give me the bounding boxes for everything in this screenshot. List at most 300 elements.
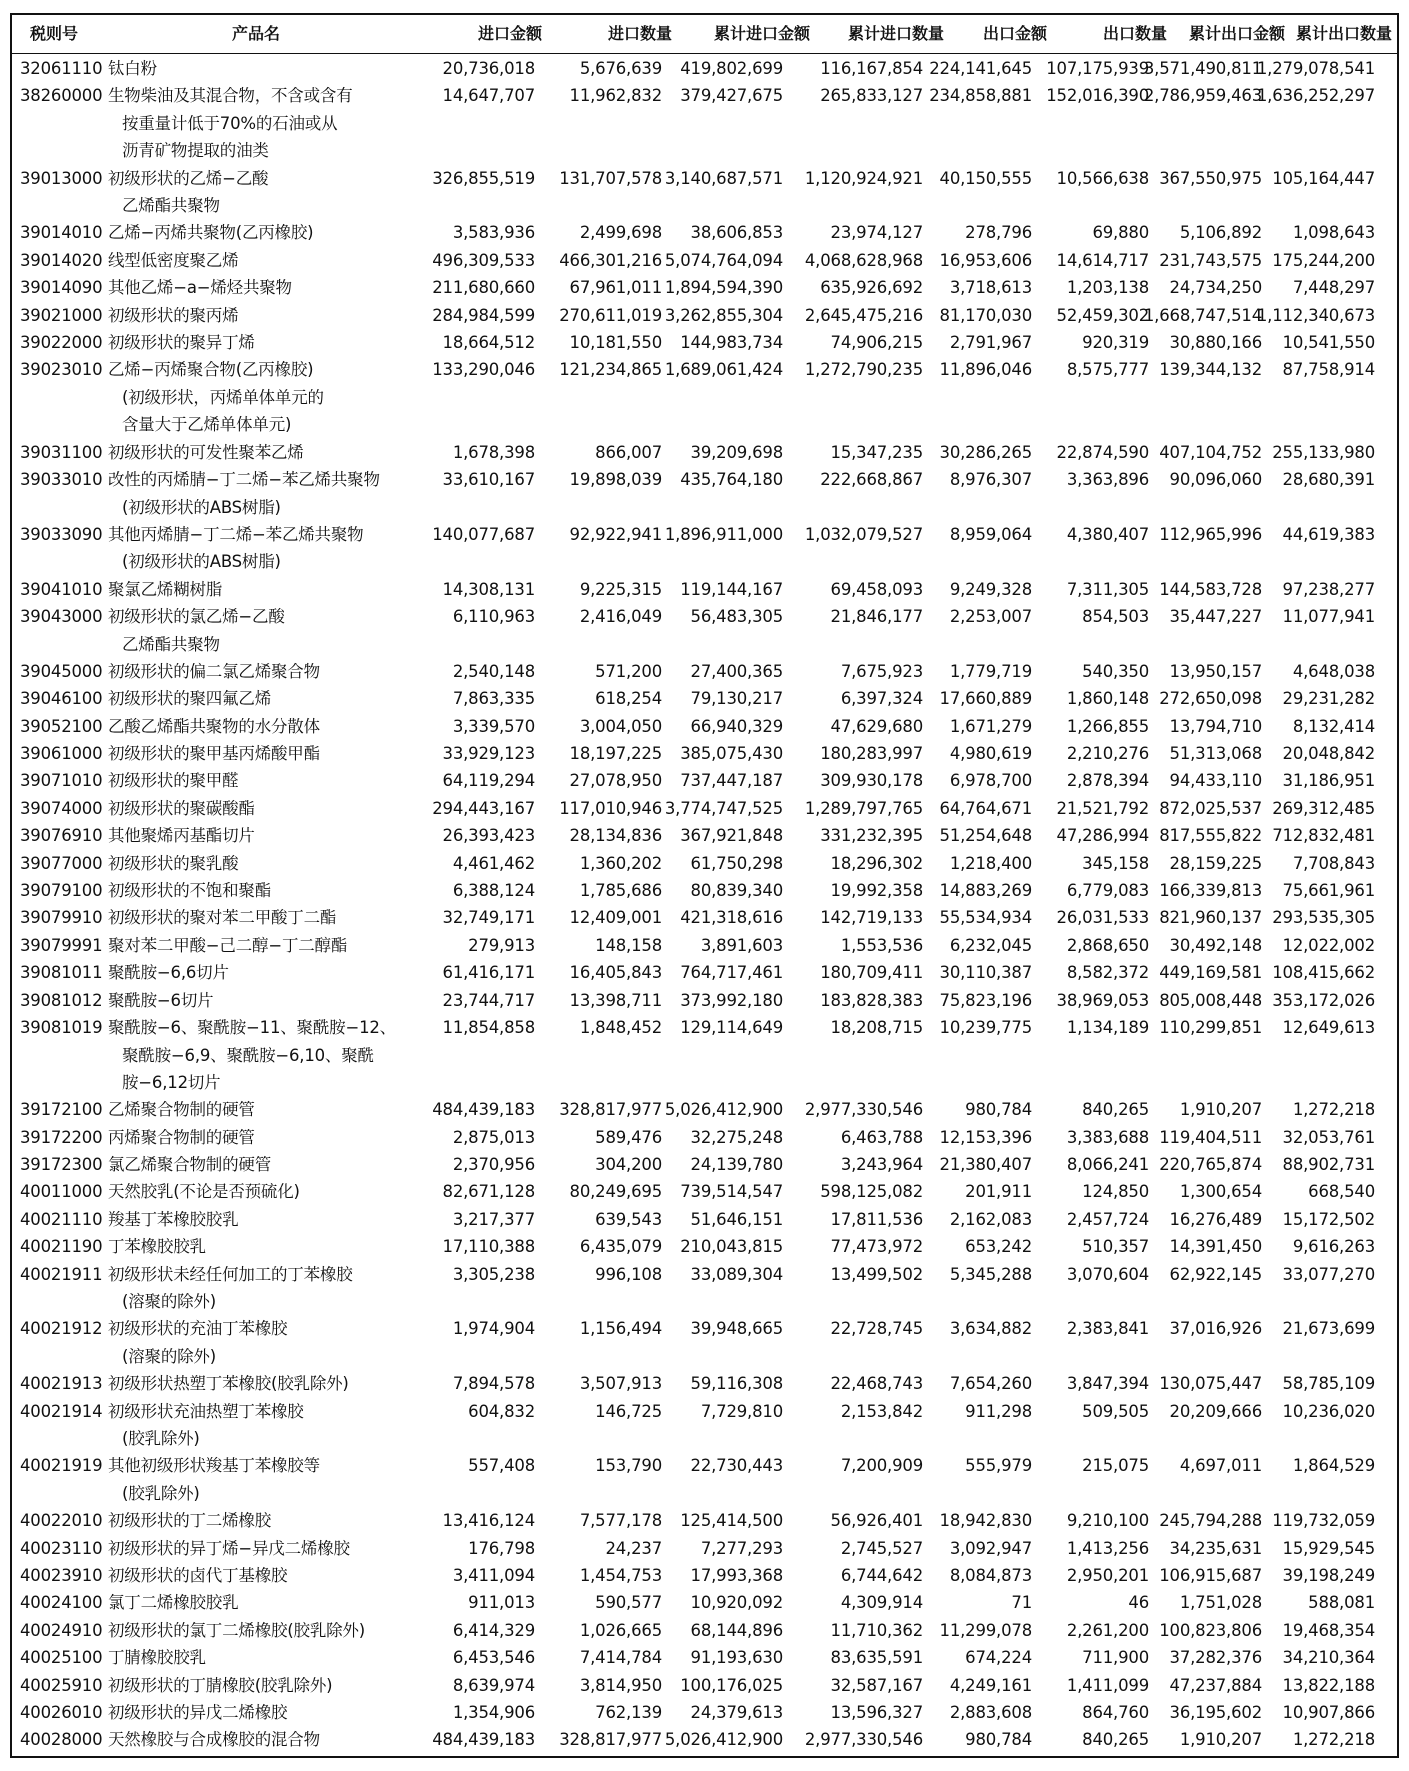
product-name-line: 丁腈橡胶胶乳 xyxy=(108,1648,206,1668)
tariff-code: 39079910 xyxy=(20,908,103,928)
product-name xyxy=(108,767,238,795)
value-cell: 8,639,974 xyxy=(452,1675,535,1695)
value-cell: 1,300,654 xyxy=(1179,1182,1262,1202)
value-cell: 466,301,216 xyxy=(559,250,662,270)
value-cell: 3,507,913 xyxy=(579,1374,662,1394)
value-cell: 980,784 xyxy=(965,1100,1032,1120)
value-cell: 37,016,926 xyxy=(1169,1319,1262,1339)
value-cell: 1,354,906 xyxy=(452,1703,535,1722)
product-name-line: 其他丙烯腈−丁二烯−苯乙烯共聚物 xyxy=(108,524,364,544)
value-cell: 87,758,914 xyxy=(1282,360,1375,380)
column-header: 进口金额 xyxy=(477,24,542,43)
value-cell: 309,930,178 xyxy=(820,771,923,791)
product-name xyxy=(108,932,347,960)
value-cell: 140,077,687 xyxy=(432,524,535,544)
value-cell: 1,785,686 xyxy=(579,881,662,900)
value-cell: 5,345,288 xyxy=(949,1264,1032,1284)
value-cell: 3,774,747,525 xyxy=(664,798,783,818)
table-row xyxy=(12,329,1397,356)
table-row xyxy=(12,439,1397,466)
product-name-line: 钛白粉 xyxy=(108,59,157,78)
value-cell: 373,992,180 xyxy=(680,990,783,1010)
table-row xyxy=(12,576,1397,603)
value-cell: 97,238,277 xyxy=(1282,579,1375,599)
value-cell: 15,347,235 xyxy=(830,442,923,462)
tariff-code: 39077000 xyxy=(20,853,103,873)
value-cell: 1,134,189 xyxy=(1066,1018,1149,1037)
product-name xyxy=(108,877,271,905)
value-cell: 142,719,133 xyxy=(820,908,923,928)
value-cell: 269,312,485 xyxy=(1272,798,1375,818)
tariff-code: 40021190 xyxy=(20,1237,103,1257)
value-cell: 817,555,822 xyxy=(1159,826,1262,846)
tariff-code: 40011000 xyxy=(20,1182,103,1202)
value-cell: 4,380,407 xyxy=(1066,524,1149,544)
value-cell: 74,906,215 xyxy=(830,333,923,352)
value-cell: 38,606,853 xyxy=(690,223,783,243)
value-cell: 12,022,002 xyxy=(1282,935,1375,955)
value-cell: 6,232,045 xyxy=(949,935,1032,955)
value-cell: 326,855,519 xyxy=(432,168,535,188)
product-name-line: 初级形状的聚甲醛 xyxy=(108,771,239,791)
table-row xyxy=(12,521,1397,576)
value-cell: 22,468,743 xyxy=(830,1374,923,1394)
value-cell: 2,162,083 xyxy=(949,1209,1032,1229)
table-row xyxy=(12,904,1397,931)
value-cell: 712,832,481 xyxy=(1272,826,1375,846)
value-cell: 2,153,842 xyxy=(840,1401,923,1421)
value-cell: 255,133,980 xyxy=(1272,442,1375,462)
tariff-code: 40024100 xyxy=(20,1593,103,1613)
value-cell: 2,977,330,546 xyxy=(804,1730,923,1750)
value-cell: 32,275,248 xyxy=(690,1127,783,1147)
product-name-line: (溶聚的除外) xyxy=(122,1292,216,1312)
value-cell: 2,261,200 xyxy=(1066,1620,1149,1640)
table-row xyxy=(12,1124,1397,1151)
value-cell: 3,718,613 xyxy=(949,278,1032,298)
value-cell: 66,940,329 xyxy=(690,716,783,736)
value-cell: 8,575,777 xyxy=(1066,360,1149,380)
value-cell: 12,409,001 xyxy=(569,908,662,928)
value-cell: 139,344,132 xyxy=(1159,360,1262,380)
tariff-code: 40028000 xyxy=(20,1730,103,1750)
product-name-line: 初级形状热塑丁苯橡胶(胶乳除外) xyxy=(108,1374,349,1394)
tariff-code: 39013000 xyxy=(20,168,103,188)
tariff-code: 39043000 xyxy=(20,607,103,626)
product-name xyxy=(108,740,320,768)
product-name-line: 生物柴油及其混合物，不含或含有 xyxy=(108,86,353,106)
value-cell: 18,208,715 xyxy=(830,1018,923,1037)
value-cell: 35,447,227 xyxy=(1169,607,1262,626)
table-row xyxy=(12,1206,1397,1233)
product-name-line: 聚氯乙烯糊树脂 xyxy=(108,579,223,599)
table-row xyxy=(12,1261,1397,1316)
value-cell: 1,910,207 xyxy=(1179,1100,1262,1120)
value-cell: 245,794,288 xyxy=(1159,1511,1262,1531)
table-row xyxy=(12,1233,1397,1260)
tariff-code: 39081012 xyxy=(20,990,103,1010)
value-cell: 674,224 xyxy=(965,1648,1032,1668)
value-cell: 31,186,951 xyxy=(1282,771,1375,791)
value-cell: 3,262,855,304 xyxy=(664,305,783,325)
value-cell: 367,921,848 xyxy=(680,826,783,846)
value-cell: 1,894,594,390 xyxy=(664,278,783,298)
value-cell: 116,167,854 xyxy=(820,59,923,78)
value-cell: 2,416,049 xyxy=(579,607,662,626)
value-cell: 20,209,666 xyxy=(1169,1401,1262,1421)
tariff-code: 40023910 xyxy=(20,1566,103,1585)
value-cell: 711,900 xyxy=(1082,1648,1149,1668)
product-name-line: 丙烯聚合物制的硬管 xyxy=(108,1127,255,1147)
product-name-line: 聚酰胺−6、聚酰胺−11、聚酰胺−12、 xyxy=(108,1018,396,1037)
value-cell: 44,619,383 xyxy=(1282,524,1375,544)
value-cell: 2,383,841 xyxy=(1066,1319,1149,1339)
product-name-line: 初级形状的乙烯−乙酸 xyxy=(108,168,269,188)
value-cell: 1,218,400 xyxy=(949,853,1032,873)
tariff-code: 39045000 xyxy=(20,661,103,681)
value-cell: 9,210,100 xyxy=(1066,1511,1149,1531)
value-cell: 17,110,388 xyxy=(442,1237,535,1257)
value-cell: 407,104,752 xyxy=(1159,442,1262,462)
value-cell: 2,645,475,216 xyxy=(804,305,923,325)
table-row xyxy=(12,356,1397,438)
value-cell: 1,864,529 xyxy=(1292,1456,1375,1476)
value-cell: 183,828,383 xyxy=(820,990,923,1010)
product-name-line: 天然橡胶与合成橡胶的混合物 xyxy=(108,1730,320,1750)
value-cell: 1,279,078,541 xyxy=(1256,59,1375,78)
tariff-code: 39074000 xyxy=(20,798,103,818)
value-cell: 36,195,602 xyxy=(1169,1703,1262,1722)
value-cell: 3,305,238 xyxy=(452,1264,535,1284)
table-row xyxy=(12,1535,1397,1562)
product-name xyxy=(108,165,268,220)
value-cell: 6,453,546 xyxy=(452,1648,535,1668)
table-row xyxy=(12,658,1397,685)
value-cell: 23,744,717 xyxy=(442,990,535,1010)
table-row xyxy=(12,1178,1397,1205)
product-name xyxy=(108,603,285,658)
value-cell: 79,130,217 xyxy=(690,689,783,709)
value-cell: 210,043,815 xyxy=(680,1237,783,1257)
product-name-line: 含量大于乙烯单体单元) xyxy=(122,415,292,435)
value-cell: 24,734,250 xyxy=(1169,278,1262,298)
tariff-code: 40021911 xyxy=(20,1264,103,1284)
column-header: 累计进口金额 xyxy=(713,24,810,43)
value-cell: 7,577,178 xyxy=(579,1511,662,1531)
value-cell: 130,075,447 xyxy=(1159,1374,1262,1394)
value-cell: 8,959,064 xyxy=(949,524,1032,544)
value-cell: 618,254 xyxy=(595,689,662,709)
value-cell: 20,736,018 xyxy=(442,59,535,78)
value-cell: 19,992,358 xyxy=(830,881,923,900)
table-row xyxy=(12,82,1397,164)
value-cell: 83,635,591 xyxy=(830,1648,923,1668)
value-cell: 764,717,461 xyxy=(680,963,783,983)
value-cell: 30,286,265 xyxy=(939,442,1032,462)
value-cell: 3,583,936 xyxy=(452,223,535,243)
tariff-code: 39172300 xyxy=(20,1155,103,1174)
value-cell: 1,156,494 xyxy=(579,1319,662,1339)
value-cell: 2,868,650 xyxy=(1066,935,1149,955)
value-cell: 484,439,183 xyxy=(432,1100,535,1120)
value-cell: 13,499,502 xyxy=(830,1264,923,1284)
product-name xyxy=(108,1151,271,1179)
table-row xyxy=(12,219,1397,246)
value-cell: 7,863,335 xyxy=(452,689,535,709)
product-name-line: (初级形状的ABS树脂) xyxy=(122,552,281,572)
value-cell: 92,922,941 xyxy=(569,524,662,544)
product-name-line: 初级形状的偏二氯乙烯聚合物 xyxy=(108,661,320,681)
value-cell: 866,007 xyxy=(595,442,662,462)
value-cell: 3,217,377 xyxy=(452,1209,535,1229)
table-row xyxy=(12,1096,1397,1123)
value-cell: 10,566,638 xyxy=(1056,168,1149,188)
value-cell: 10,239,775 xyxy=(939,1018,1032,1037)
value-cell: 14,391,450 xyxy=(1169,1237,1262,1257)
value-cell: 1,413,256 xyxy=(1066,1538,1149,1558)
product-name-line: 初级形状的氯乙烯−乙酸 xyxy=(108,607,285,626)
value-cell: 590,577 xyxy=(595,1593,662,1613)
value-cell: 3,140,687,571 xyxy=(664,168,783,188)
tariff-code: 39081011 xyxy=(20,963,103,983)
table-row xyxy=(12,466,1397,521)
value-cell: 419,802,699 xyxy=(680,59,783,78)
tariff-code: 39014020 xyxy=(20,250,103,270)
value-cell: 5,106,892 xyxy=(1179,223,1262,243)
value-cell: 69,458,093 xyxy=(830,579,923,599)
product-name-line: 沥青矿物提取的油类 xyxy=(122,141,269,161)
product-name xyxy=(108,439,304,467)
column-header: 进口数量 xyxy=(607,24,672,43)
value-cell: 1,026,665 xyxy=(579,1620,662,1640)
value-cell: 7,414,784 xyxy=(579,1648,662,1668)
product-name xyxy=(108,795,255,823)
product-name xyxy=(108,219,313,247)
tariff-code: 40021912 xyxy=(20,1319,103,1339)
value-cell: 854,503 xyxy=(1082,607,1149,626)
product-name xyxy=(108,521,363,576)
product-name-line: 天然胶乳(不论是否预硫化) xyxy=(108,1182,300,1202)
column-header: 累计进口数量 xyxy=(847,24,944,43)
product-name xyxy=(108,1370,349,1398)
value-cell: 8,132,414 xyxy=(1292,716,1375,736)
product-name-line: 初级形状的丁二烯橡胶 xyxy=(108,1511,272,1531)
value-cell: 17,660,889 xyxy=(939,689,1032,709)
value-cell: 1,636,252,297 xyxy=(1256,86,1375,106)
value-cell: 557,408 xyxy=(468,1456,535,1476)
product-name-line: 初级形状的聚异丁烯 xyxy=(108,333,255,352)
value-cell: 26,031,533 xyxy=(1056,908,1149,928)
product-name xyxy=(108,1261,353,1316)
value-cell: 265,833,127 xyxy=(820,86,923,106)
value-cell: 604,832 xyxy=(468,1401,535,1421)
value-cell: 152,016,390 xyxy=(1046,86,1149,106)
value-cell: 10,181,550 xyxy=(569,333,662,352)
value-cell: 571,200 xyxy=(595,661,662,681)
value-cell: 5,074,764,094 xyxy=(664,250,783,270)
product-name xyxy=(108,1206,238,1234)
product-name xyxy=(108,713,320,741)
product-name-line: 初级形状的可发性聚苯乙烯 xyxy=(108,442,304,462)
value-cell: 211,680,660 xyxy=(432,278,535,298)
value-cell: 64,119,294 xyxy=(442,771,535,791)
value-cell: 353,172,026 xyxy=(1272,990,1375,1010)
value-cell: 668,540 xyxy=(1308,1182,1375,1202)
value-cell: 64,764,671 xyxy=(939,798,1032,818)
table-row xyxy=(12,713,1397,740)
product-name-line: (胶乳除外) xyxy=(122,1483,200,1503)
value-cell: 77,473,972 xyxy=(830,1237,923,1257)
value-cell: 555,979 xyxy=(965,1456,1032,1476)
table-row xyxy=(12,1589,1397,1616)
value-cell: 24,237 xyxy=(605,1538,662,1558)
product-name-line: 改性的丙烯腈−丁二烯−苯乙烯共聚物 xyxy=(108,470,380,489)
table-row xyxy=(12,1151,1397,1178)
value-cell: 5,676,639 xyxy=(579,59,662,78)
value-cell: 18,942,830 xyxy=(939,1511,1032,1531)
value-cell: 32,053,761 xyxy=(1282,1127,1375,1147)
value-cell: 22,874,590 xyxy=(1056,442,1149,462)
value-cell: 840,265 xyxy=(1082,1100,1149,1120)
value-cell: 100,823,806 xyxy=(1159,1620,1262,1640)
value-cell: 28,159,225 xyxy=(1169,853,1262,873)
value-cell: 509,505 xyxy=(1082,1401,1149,1421)
product-name xyxy=(108,1096,255,1124)
value-cell: 38,969,053 xyxy=(1056,990,1149,1010)
product-name xyxy=(108,904,336,932)
value-cell: 14,308,131 xyxy=(442,579,535,599)
product-name-line: 乙烯−丙烯聚合物(乙丙橡胶) xyxy=(108,360,314,380)
value-cell: 39,209,698 xyxy=(690,442,783,462)
table-row xyxy=(12,1507,1397,1534)
tariff-code: 39172100 xyxy=(20,1100,103,1120)
tariff-code: 39041010 xyxy=(20,579,103,599)
value-cell: 1,266,855 xyxy=(1066,716,1149,736)
column-header: 出口金额 xyxy=(982,24,1047,43)
value-cell: 510,357 xyxy=(1082,1237,1149,1257)
value-cell: 1,112,340,673 xyxy=(1256,305,1375,325)
value-cell: 653,242 xyxy=(965,1237,1032,1257)
product-name-line: 初级形状的聚对苯二甲酸丁二酯 xyxy=(108,908,337,928)
product-name-line: 乙烯酯共聚物 xyxy=(122,634,220,654)
value-cell: 231,743,575 xyxy=(1159,250,1262,270)
value-cell: 124,850 xyxy=(1082,1182,1149,1202)
value-cell: 55,534,934 xyxy=(939,908,1032,928)
value-cell: 28,134,836 xyxy=(569,826,662,846)
value-cell: 272,650,098 xyxy=(1159,689,1262,709)
value-cell: 1,411,099 xyxy=(1066,1675,1149,1695)
product-name-line: 聚酰胺−6切片 xyxy=(108,990,214,1010)
value-cell: 3,847,394 xyxy=(1066,1374,1149,1394)
value-cell: 1,860,148 xyxy=(1066,689,1149,709)
value-cell: 148,158 xyxy=(595,935,662,955)
value-cell: 46 xyxy=(1128,1593,1149,1613)
table-row xyxy=(12,1370,1397,1397)
value-cell: 27,078,950 xyxy=(569,771,662,791)
value-cell: 61,750,298 xyxy=(690,853,783,873)
product-name-line: 初级形状的异丁烯−异戊二烯橡胶 xyxy=(108,1538,350,1558)
value-cell: 112,965,996 xyxy=(1159,524,1262,544)
value-cell: 14,647,707 xyxy=(442,86,535,106)
product-name-line: 乙酸乙烯酯共聚物的水分散体 xyxy=(108,716,320,736)
value-cell: 1,671,279 xyxy=(949,716,1032,736)
value-cell: 119,404,511 xyxy=(1159,1127,1262,1147)
value-cell: 331,232,395 xyxy=(820,826,923,846)
value-cell: 1,272,218 xyxy=(1292,1100,1375,1120)
value-cell: 6,110,963 xyxy=(452,607,535,626)
value-cell: 13,416,124 xyxy=(442,1511,535,1531)
value-cell: 8,084,873 xyxy=(949,1566,1032,1585)
tariff-code: 40026010 xyxy=(20,1703,103,1722)
value-cell: 11,896,046 xyxy=(939,360,1032,380)
value-cell: 224,141,645 xyxy=(929,59,1032,78)
value-cell: 5,026,412,900 xyxy=(664,1100,783,1120)
value-cell: 639,543 xyxy=(595,1209,662,1229)
value-cell: 7,654,260 xyxy=(949,1374,1032,1394)
value-cell: 1,678,398 xyxy=(452,442,535,462)
product-name-line: 初级形状的聚四氟乙烯 xyxy=(108,689,272,709)
value-cell: 3,891,603 xyxy=(700,935,783,955)
value-cell: 144,983,734 xyxy=(680,333,783,352)
column-header: 产品名 xyxy=(232,24,281,43)
value-cell: 180,283,997 xyxy=(820,744,923,763)
column-header: 税则号 xyxy=(30,24,79,43)
value-cell: 11,077,941 xyxy=(1282,607,1375,626)
product-name xyxy=(108,1233,206,1261)
value-cell: 10,907,866 xyxy=(1282,1703,1375,1722)
value-cell: 21,846,177 xyxy=(830,607,923,626)
value-cell: 2,878,394 xyxy=(1066,771,1149,791)
product-name-line: 其他初级形状羧基丁苯橡胶等 xyxy=(108,1456,320,1476)
value-cell: 119,144,167 xyxy=(680,579,783,599)
value-cell: 14,883,269 xyxy=(939,881,1032,900)
value-cell: 7,708,843 xyxy=(1292,853,1375,873)
value-cell: 14,614,717 xyxy=(1056,250,1149,270)
value-cell: 7,675,923 xyxy=(840,661,923,681)
product-name xyxy=(108,987,213,1015)
tariff-code: 39172200 xyxy=(20,1127,103,1147)
value-cell: 30,492,148 xyxy=(1169,935,1262,955)
tariff-code: 40024910 xyxy=(20,1620,103,1640)
value-cell: 1,454,753 xyxy=(579,1566,662,1585)
value-cell: 4,461,462 xyxy=(452,853,535,873)
value-cell: 2,786,959,463 xyxy=(1143,86,1262,106)
value-cell: 47,629,680 xyxy=(830,716,923,736)
value-cell: 100,176,025 xyxy=(680,1675,783,1695)
value-cell: 23,974,127 xyxy=(830,223,923,243)
value-cell: 10,920,092 xyxy=(690,1593,783,1613)
value-cell: 1,848,452 xyxy=(579,1018,662,1037)
value-cell: 34,235,631 xyxy=(1169,1538,1262,1558)
value-cell: 75,661,961 xyxy=(1282,881,1375,900)
table-row xyxy=(12,877,1397,904)
tariff-code: 39014090 xyxy=(20,278,103,298)
tariff-code: 38260000 xyxy=(20,86,103,106)
value-cell: 51,646,151 xyxy=(690,1209,783,1229)
value-cell: 7,200,909 xyxy=(840,1456,923,1476)
product-name-line: 胺−6,12切片 xyxy=(122,1073,221,1092)
value-cell: 16,405,843 xyxy=(569,963,662,983)
product-name xyxy=(108,1562,287,1590)
table-row xyxy=(12,795,1397,822)
value-cell: 278,796 xyxy=(965,223,1032,243)
table-row xyxy=(12,1617,1397,1644)
product-name xyxy=(108,274,292,302)
product-name-line: 初级形状未经任何加工的丁苯橡胶 xyxy=(108,1264,353,1284)
value-cell: 24,379,613 xyxy=(690,1703,783,1722)
value-cell: 1,974,904 xyxy=(452,1319,535,1339)
value-cell: 4,980,619 xyxy=(949,744,1032,763)
